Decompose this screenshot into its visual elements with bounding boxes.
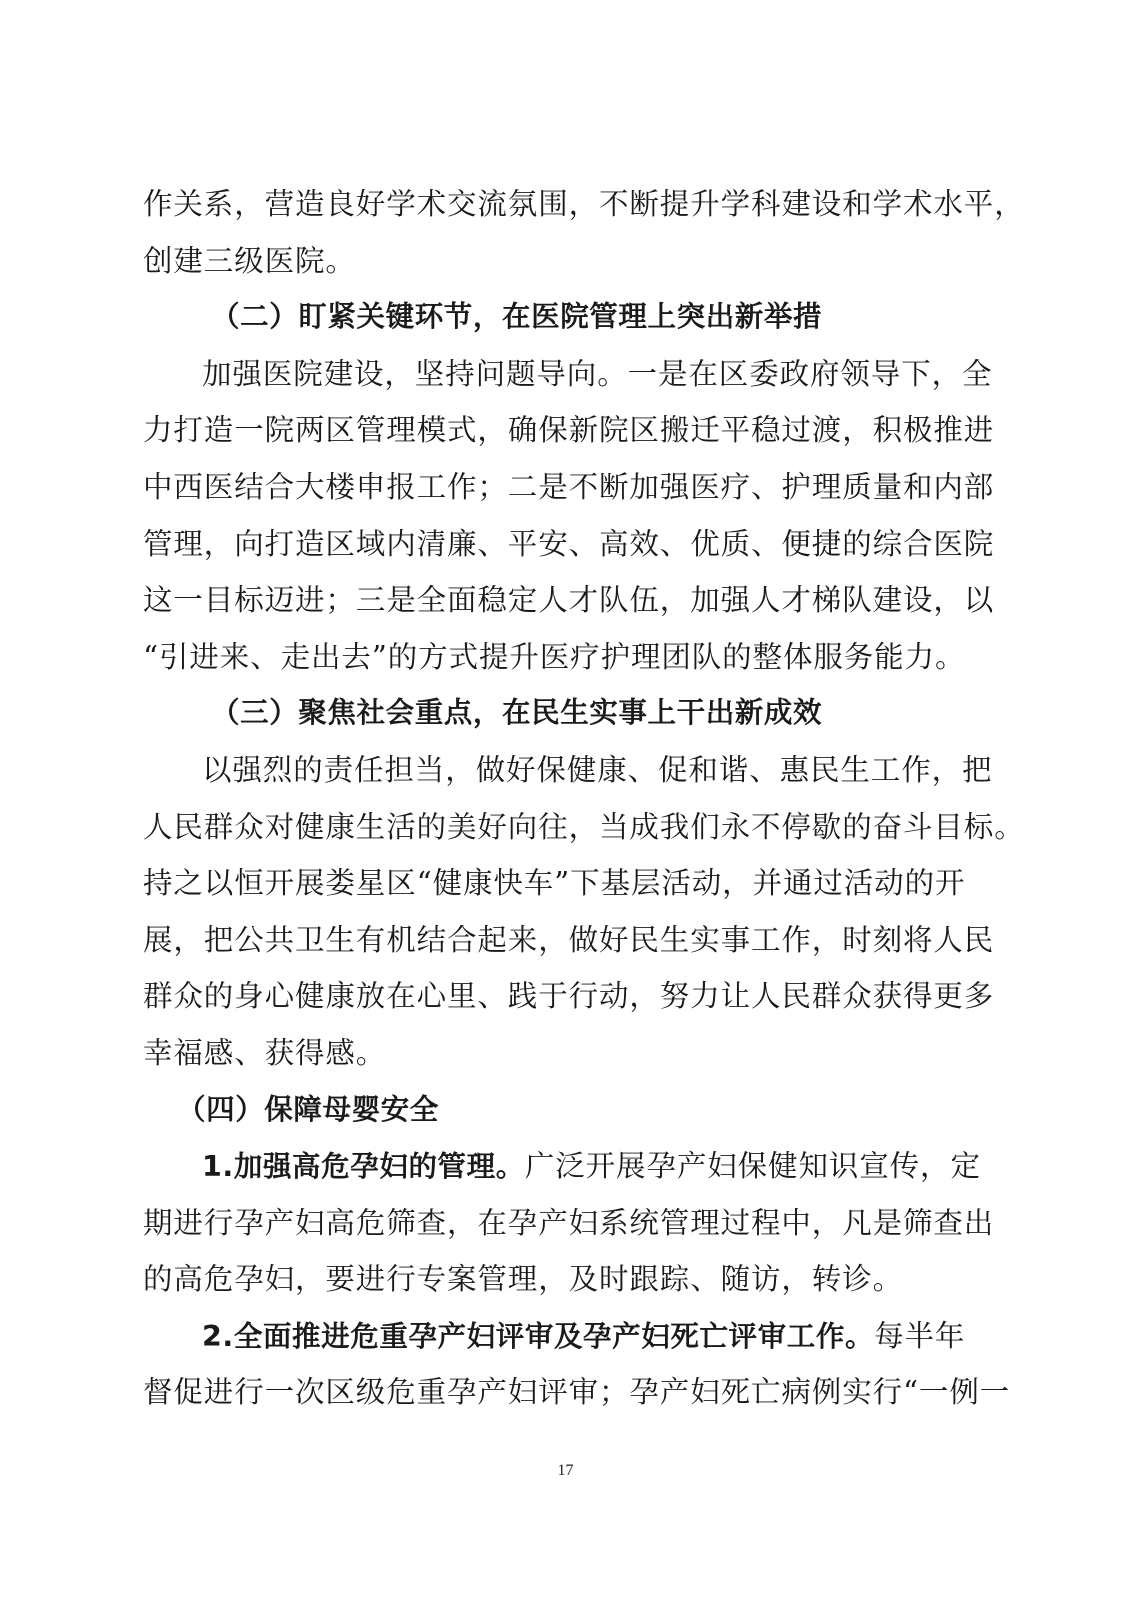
paragraph-line: 群众的身心健康放在心里、践于行动，努力让人民群众获得更多 xyxy=(143,979,995,1014)
paragraph-line: 管理，向打造区域内清廉、平安、高效、优质、便捷的综合医院 xyxy=(143,526,995,561)
paragraph-line: 幸福感、获得感。 xyxy=(143,1035,387,1070)
list-item-1-lead: 1.加强高危孕妇的管理。 xyxy=(202,1150,525,1184)
section-heading-2: （二）盯紧关键环节，在医院管理上突出新举措 xyxy=(211,300,823,334)
paragraph-line: 加强医院建设，坚持问题导向。一是在区委政府领导下，全 xyxy=(202,356,993,391)
paragraph-line: 的高危孕妇，要进行专案管理，及时跟踪、随访，转诊。 xyxy=(143,1262,904,1297)
list-item-1-text: 广泛开展孕产妇保健知识宣传，定 xyxy=(524,1149,981,1184)
list-item-1-line xyxy=(143,1138,981,1195)
paragraph-line: 这一目标迈进；三是全面稳定人才队伍，加强人才梯队建设，以 xyxy=(143,583,995,618)
paragraph-line: 以强烈的责任担当，做好保健康、促和谐、惠民生工作，把 xyxy=(202,752,993,787)
paragraph-line: 展，把公共卫生有机结合起来，做好民生实事工作，时刻将人民 xyxy=(143,922,995,957)
document-body xyxy=(143,176,1025,1421)
paragraph-line: “引进来、走出去”的方式提升医疗护理团队的整体服务能力。 xyxy=(143,639,966,674)
paragraph-line: 督促进行一次区级危重孕产妇评审；孕产妇死亡病例实行“一例一 xyxy=(143,1375,1011,1410)
list-item-2-text: 每半年 xyxy=(874,1318,966,1353)
section-heading-4: （四）保障母婴安全 xyxy=(177,1092,439,1126)
paragraph-line: 中西医结合大楼申报工作；二是不断加强医疗、护理质量和内部 xyxy=(143,469,995,504)
section-heading-3: （三）聚焦社会重点，在民生实事上干出新成效 xyxy=(211,696,823,730)
paragraph-line: 人民群众对健康生活的美好向往，当成我们永不停歇的奋斗目标。 xyxy=(143,809,1025,844)
list-item-2-line xyxy=(143,1308,973,1365)
paragraph-line: 力打造一院两区管理模式，确保新院区搬迁平稳过渡，积极推进 xyxy=(143,413,995,448)
paragraph-line: 期进行孕产妇高危筛查，在孕产妇系统管理过程中，凡是筛查出 xyxy=(143,1205,995,1240)
page-number: 17 xyxy=(557,1462,574,1479)
list-item-2-lead: 2.全面推进危重孕产妇评审及孕产妇死亡评审工作。 xyxy=(202,1319,875,1353)
paragraph-line: 作关系，营造良好学术交流氛围，不断提升学科建设和学术水平， xyxy=(143,187,1025,221)
paragraph-line: 创建三级医院。 xyxy=(143,243,356,278)
paragraph-line: 持之以恒开展娄星区“健康快车”下基层活动，并通过活动的开 xyxy=(143,866,966,901)
